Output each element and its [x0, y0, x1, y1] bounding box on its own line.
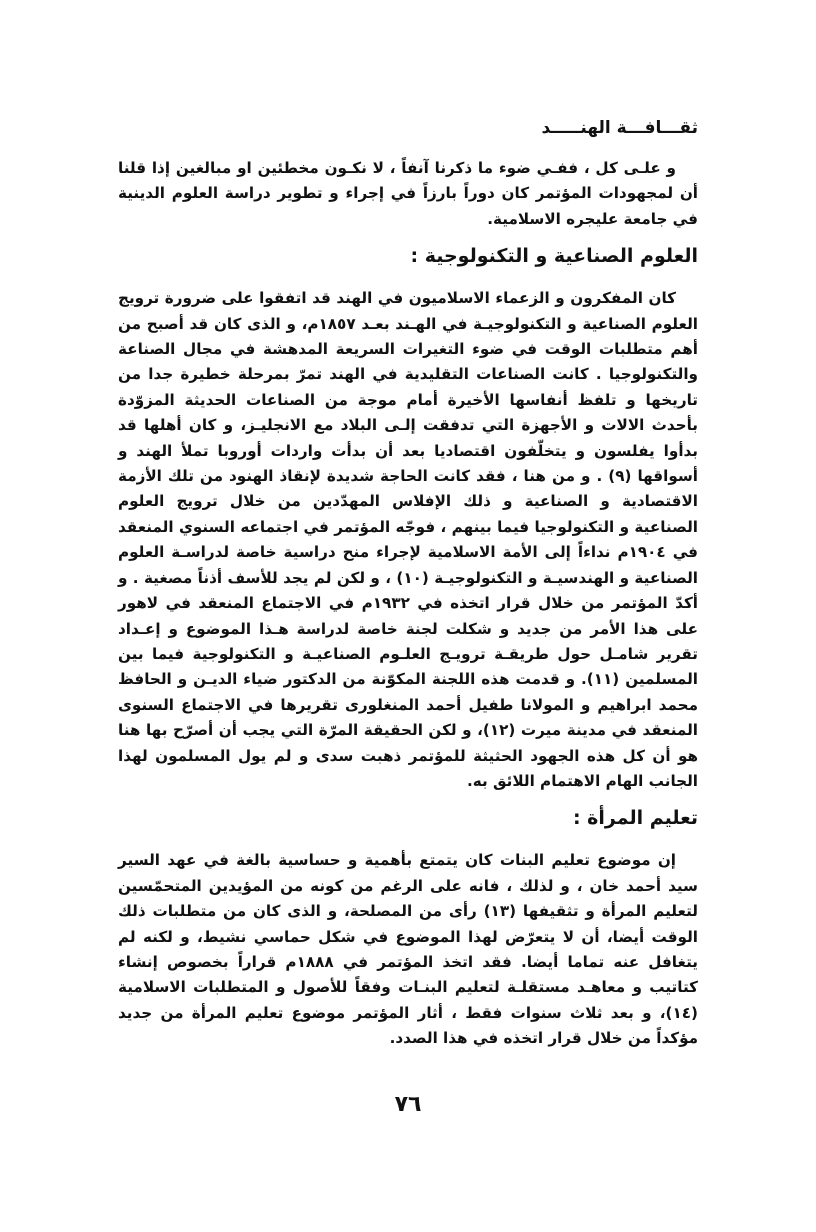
intro-paragraph: و علـى كل ، ففـي ضوء ما ذكرنا آنفاً ، لا نكـون مخطئين او مبالغين إذا قلنا أن لمجهودات المؤتمر كان دوراً بارزاً في إجراء و تطوير دراسة العلوم الدينية في جامعة عليجره الاسلامية. — [118, 159, 698, 228]
section-paragraph-industrial-sciences: كان المفكرون و الزعماء الاسلاميون في الهند قد اتفقوا على ضرورة ترويج العلوم الصناعية و التكنولوجيـة في الهـند بعـد ١٨٥٧م، و الذى كان قد أصبح من أهم متطلبات الوقت في ضوء التغيرات السريعة المدهشة في مجال الصناعة والتكنولوجيا . كانت الصناعات التقليدية في الهند تمرّ بمرحلة خطيرة جدا من تاريخها و تلفظ أنفاسها الأخيرة أمام موجة من الصناعات الحديثة المزوّدة بأحدث الالات و الأجهزة التي تدفقت إلـى البلاد مع الانجليـز، و كان أهلها قد بدأوا يفلسون و يتخلّفون اقتصاديا بعد أن بدأت واردات أوروبا تملأ الهند و أسواقها (٩) . و من هنا ، فقد كانت الحاجة شديدة لإنقاذ الهنود من تلك الأزمة الاقتصادية و الصناعية و ذلك الإفلاس المهدّدين من خلال ترويج العلوم الصناعية و التكنولوجيا فيما بينهم ، فوجّه المؤتمر في اجتماعه السنوي المنعقد في ١٩٠٤م نداءاً إلى الأمة الاسلامية لإجراء منح دراسية خاصة لدراسـة العلوم الصناعية و الهندسيـة و التكنولوجيـة (١٠) ، و لكن لم يجد للأسف أذناً مصغية . و أكدّ المؤتمر من خلال قرار اتخذه في ١٩٣٢م في الاجتماع المنعقد في لاهور على هذا الأمر من جديد و شكلت لجنة خاصة لدراسة هـذا الموضوع و إعـداد تقرير شامـل حول طريقـة ترويـج العلـوم الصناعيـة و التكنولوجية فيما بين المسلمين (١١). و قدمت هذه اللجنة المكوّنة من الدكتور ضياء الديـن و الحافظ محمد ابراهيم و المولانا طفيل أحمد المنغلورى تقريرها في الاجتماع السنوى المنعقد في مدينة ميرت (١٢)، و لكن الحقيقة المرّة التي يجب أن أصرّح بها هنا هو أن كل هذه الجهود الحثيثة للمؤتمر ذهبت سدى و لم يول المسلمون لهذا الجانب الهام الاهتمام اللائق به. — [118, 289, 698, 790]
page-number: ٧٦ — [394, 1092, 422, 1117]
running-head: ثقـــافـــة الهنـــــد — [541, 118, 698, 138]
page-body — [118, 112, 698, 1052]
section-heading-industrial-sciences: العلوم الصناعية و التكنولوجية : — [410, 245, 698, 268]
section-paragraph-women-education: إن موضوع تعليم البنات كان يتمتع بأهمية و حساسية بالغة في عهد السير سيد أحمد خان ، و لذلك ، فانه على الرغم من كونه من المؤيدين المتحمّسين لتعليم المرأة و تثقيفها (١٣) رأى من المصلحة، و الذى كان من متطلبات ذلك الوقت أيضا، أن لا يتعرّض لهذا الموضوع في شكل حماسي نشيط، و لكنه لم يتغافل عنه تماما أيضا. فقد اتخذ المؤتمر في ١٨٨٨م قراراً بخصوص إنشاء كتاتيب و معاهـد مستقلـة لتعليم البنـات وفقاً للأصول و المتطلبات الاسلامية (١٤)، و بعد ثلاث سنوات فقط ، أثار المؤتمر موضوع تعليم المرأة من جديد مؤكداً من خلال قرار اتخذه في هذا الصدد. — [118, 851, 698, 1048]
section-heading-women-education: تعليم المرأة : — [572, 807, 698, 830]
